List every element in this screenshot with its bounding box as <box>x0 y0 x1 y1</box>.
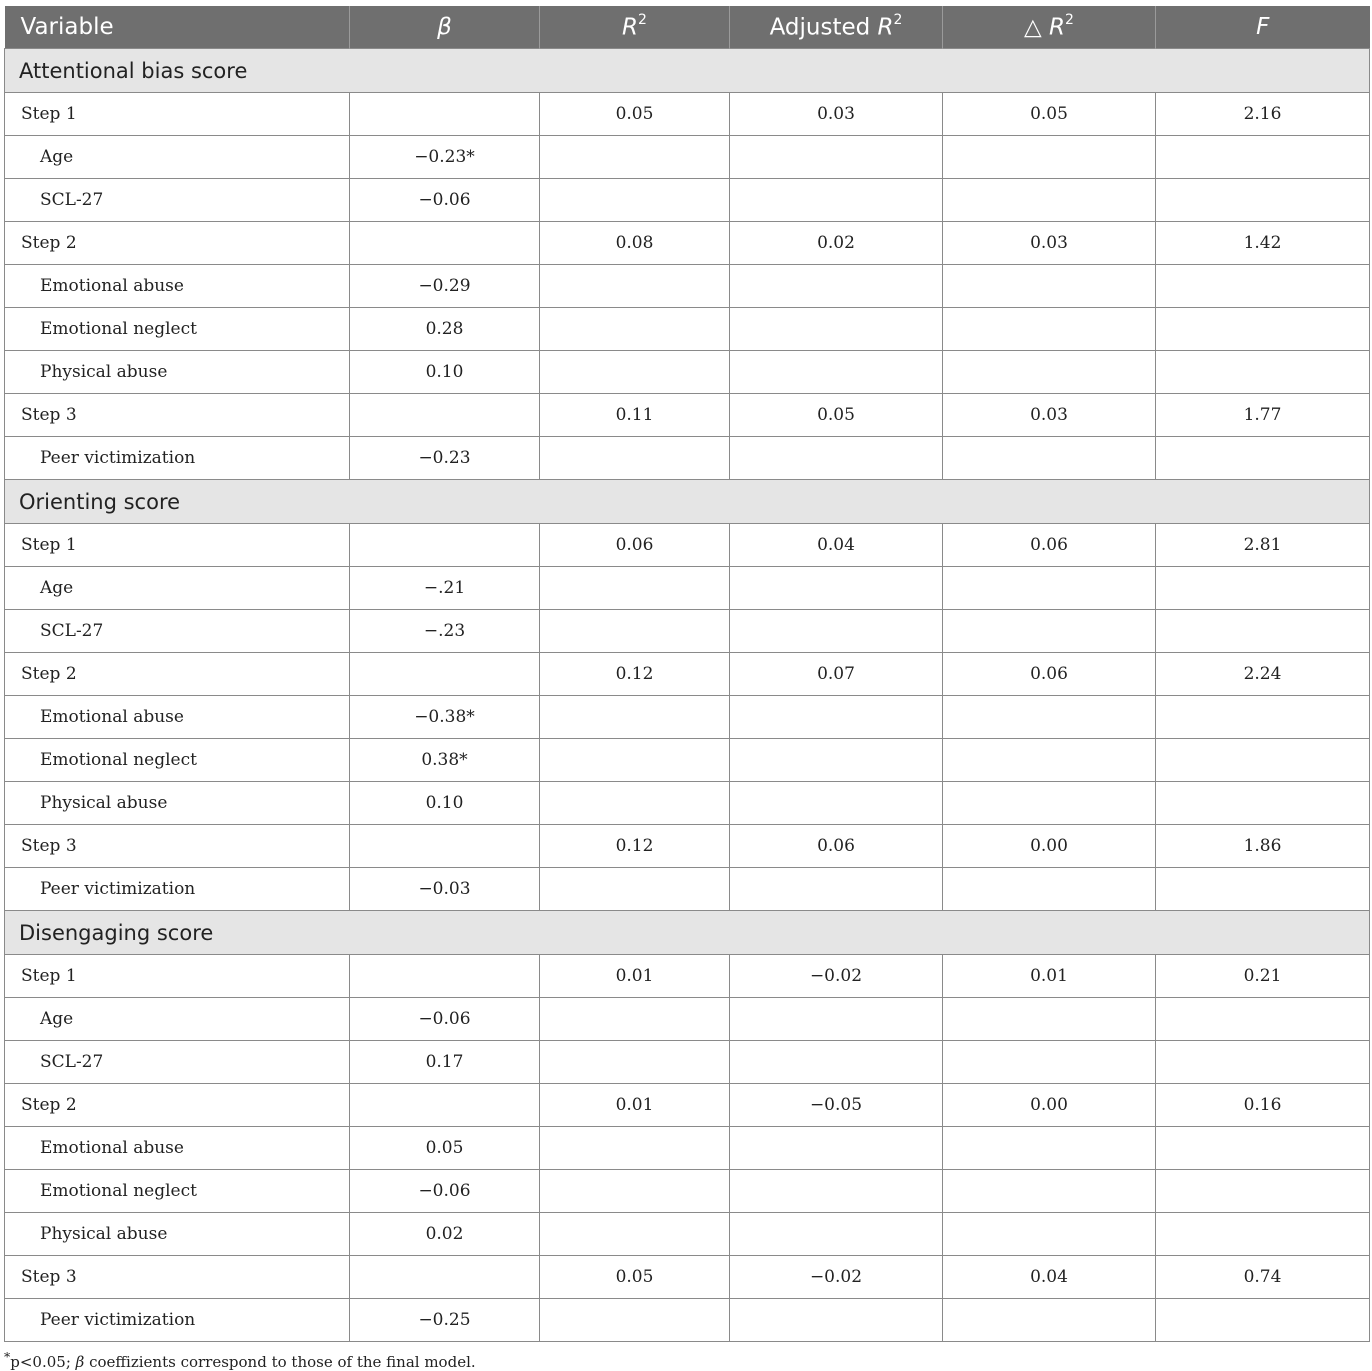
delta-cell: 0.06 <box>943 524 1156 567</box>
r2-cell <box>540 1213 730 1256</box>
adj-cell: 0.06 <box>730 825 943 868</box>
f-cell <box>1156 351 1370 394</box>
beta-cell <box>350 524 540 567</box>
adj-cell <box>730 567 943 610</box>
r2-cell: 0.06 <box>540 524 730 567</box>
r2-cell <box>540 610 730 653</box>
variable-cell: SCL-27 <box>5 1041 350 1084</box>
adj-cell: −0.05 <box>730 1084 943 1127</box>
r2-cell: 0.08 <box>540 222 730 265</box>
r2-cell <box>540 998 730 1041</box>
delta-cell <box>943 567 1156 610</box>
table-row <box>5 1213 1370 1256</box>
r2-cell <box>540 265 730 308</box>
f-cell: 2.16 <box>1156 93 1370 136</box>
f-cell: 1.86 <box>1156 825 1370 868</box>
beta-cell: −0.23* <box>350 136 540 179</box>
f-cell <box>1156 265 1370 308</box>
variable-cell: Emotional abuse <box>5 1127 350 1170</box>
beta-cell <box>350 955 540 998</box>
f-cell <box>1156 136 1370 179</box>
delta-icon: △ <box>1024 14 1050 41</box>
beta-cell: −0.06 <box>350 1170 540 1213</box>
f-cell <box>1156 998 1370 1041</box>
f-cell <box>1156 179 1370 222</box>
f-cell: 2.81 <box>1156 524 1370 567</box>
f-cell: 0.16 <box>1156 1084 1370 1127</box>
r2-cell <box>540 1041 730 1084</box>
delta-cell: 0.05 <box>943 93 1156 136</box>
table-row <box>5 782 1370 825</box>
beta-cell <box>350 394 540 437</box>
variable-cell: Step 2 <box>5 1084 350 1127</box>
beta-cell <box>350 1084 540 1127</box>
variable-cell: Physical abuse <box>5 782 350 825</box>
table-row <box>5 524 1370 567</box>
table-row <box>5 394 1370 437</box>
table-row <box>5 136 1370 179</box>
table-row <box>5 955 1370 998</box>
variable-cell: Peer victimization <box>5 868 350 911</box>
beta-symbol: β <box>437 14 452 40</box>
delta-cell <box>943 308 1156 351</box>
section-title: Orienting score <box>5 480 1370 524</box>
r2-cell <box>540 696 730 739</box>
beta-cell: −.23 <box>350 610 540 653</box>
adj-cell <box>730 998 943 1041</box>
delta-cell: 0.04 <box>943 1256 1156 1299</box>
beta-cell: 0.05 <box>350 1127 540 1170</box>
header-beta <box>350 6 540 49</box>
variable-cell: Age <box>5 136 350 179</box>
beta-cell: 0.02 <box>350 1213 540 1256</box>
variable-cell: Step 1 <box>5 955 350 998</box>
f-cell <box>1156 1299 1370 1342</box>
table-row <box>5 567 1370 610</box>
beta-cell: −0.23 <box>350 437 540 480</box>
r2-cell: 0.01 <box>540 1084 730 1127</box>
f-cell <box>1156 782 1370 825</box>
beta-cell: −0.38* <box>350 696 540 739</box>
f-cell <box>1156 610 1370 653</box>
delta-cell <box>943 351 1156 394</box>
r2-cell <box>540 567 730 610</box>
variable-cell: Step 1 <box>5 524 350 567</box>
r2-cell <box>540 437 730 480</box>
table-row <box>5 998 1370 1041</box>
regression-table <box>4 6 1370 1342</box>
beta-cell <box>350 93 540 136</box>
delta-cell <box>943 179 1156 222</box>
f-cell <box>1156 739 1370 782</box>
delta-cell: 0.03 <box>943 222 1156 265</box>
table-row <box>5 868 1370 911</box>
delta-cell <box>943 1170 1156 1213</box>
r2-cell <box>540 1299 730 1342</box>
beta-cell: 0.38* <box>350 739 540 782</box>
r2-cell <box>540 308 730 351</box>
section-row <box>5 480 1370 524</box>
table-row <box>5 1084 1370 1127</box>
beta-cell: 0.28 <box>350 308 540 351</box>
f-cell <box>1156 1041 1370 1084</box>
adj-cell: 0.04 <box>730 524 943 567</box>
r2-cell <box>540 1127 730 1170</box>
f-cell <box>1156 567 1370 610</box>
adj-cell <box>730 868 943 911</box>
variable-cell: Physical abuse <box>5 1213 350 1256</box>
delta-cell: 0.00 <box>943 825 1156 868</box>
variable-cell: Emotional neglect <box>5 1170 350 1213</box>
r2-cell: 0.12 <box>540 825 730 868</box>
beta-cell: 0.10 <box>350 782 540 825</box>
section-title: Attentional bias score <box>5 49 1370 93</box>
variable-cell: Emotional abuse <box>5 696 350 739</box>
delta-cell <box>943 610 1156 653</box>
adj-cell <box>730 1041 943 1084</box>
f-cell: 2.24 <box>1156 653 1370 696</box>
variable-cell: Peer victimization <box>5 1299 350 1342</box>
variable-cell: SCL-27 <box>5 610 350 653</box>
section-row <box>5 49 1370 93</box>
adj-cell <box>730 610 943 653</box>
r2-cell: 0.05 <box>540 1256 730 1299</box>
f-cell <box>1156 696 1370 739</box>
section-title: Disengaging score <box>5 911 1370 955</box>
footnote-beta: β <box>75 1353 85 1371</box>
beta-cell <box>350 825 540 868</box>
adj-cell <box>730 739 943 782</box>
adj-cell <box>730 1213 943 1256</box>
variable-cell: Step 3 <box>5 1256 350 1299</box>
beta-cell: 0.10 <box>350 351 540 394</box>
variable-cell: Emotional neglect <box>5 739 350 782</box>
adj-cell: 0.07 <box>730 653 943 696</box>
delta-cell <box>943 739 1156 782</box>
delta-cell <box>943 868 1156 911</box>
f-cell: 0.21 <box>1156 955 1370 998</box>
header-r-squared: $R^2$ <box>540 6 730 49</box>
f-cell <box>1156 1127 1370 1170</box>
table-row <box>5 222 1370 265</box>
header-f: F <box>1156 6 1370 49</box>
adj-cell <box>730 1170 943 1213</box>
beta-cell: 0.17 <box>350 1041 540 1084</box>
beta-cell <box>350 222 540 265</box>
table-row <box>5 437 1370 480</box>
delta-cell: 0.06 <box>943 653 1156 696</box>
r2-cell <box>540 136 730 179</box>
table-row <box>5 1299 1370 1342</box>
r2-cell <box>540 179 730 222</box>
variable-cell: Age <box>5 998 350 1041</box>
beta-cell <box>350 653 540 696</box>
delta-cell <box>943 782 1156 825</box>
delta-cell: 0.03 <box>943 394 1156 437</box>
r2-cell <box>540 782 730 825</box>
r2-cell: 0.12 <box>540 653 730 696</box>
delta-cell <box>943 265 1156 308</box>
table-row <box>5 825 1370 868</box>
beta-cell: −0.29 <box>350 265 540 308</box>
variable-cell: Step 1 <box>5 93 350 136</box>
f-cell <box>1156 868 1370 911</box>
beta-cell: −0.06 <box>350 998 540 1041</box>
f-cell <box>1156 308 1370 351</box>
f-cell: 1.77 <box>1156 394 1370 437</box>
delta-cell: 0.00 <box>943 1084 1156 1127</box>
header-row <box>5 6 1370 49</box>
table-row <box>5 351 1370 394</box>
adj-cell: −0.02 <box>730 955 943 998</box>
header-variable: Variable <box>5 6 350 49</box>
adj-cell <box>730 179 943 222</box>
delta-cell <box>943 1041 1156 1084</box>
variable-cell: Peer victimization <box>5 437 350 480</box>
adj-cell <box>730 1127 943 1170</box>
r2-cell <box>540 1170 730 1213</box>
delta-cell <box>943 998 1156 1041</box>
beta-cell: −0.06 <box>350 179 540 222</box>
f-cell <box>1156 1170 1370 1213</box>
table-row <box>5 93 1370 136</box>
beta-cell: −.21 <box>350 567 540 610</box>
beta-cell: −0.03 <box>350 868 540 911</box>
r2-cell <box>540 351 730 394</box>
variable-cell: Emotional abuse <box>5 265 350 308</box>
r2-cell: 0.01 <box>540 955 730 998</box>
table-row <box>5 1127 1370 1170</box>
f-cell <box>1156 1213 1370 1256</box>
adj-cell: 0.05 <box>730 394 943 437</box>
f-cell: 1.42 <box>1156 222 1370 265</box>
adj-cell: −0.02 <box>730 1256 943 1299</box>
table-row <box>5 653 1370 696</box>
variable-cell: SCL-27 <box>5 179 350 222</box>
table-row <box>5 179 1370 222</box>
variable-cell: Step 3 <box>5 394 350 437</box>
r2-cell: 0.11 <box>540 394 730 437</box>
variable-cell: Physical abuse <box>5 351 350 394</box>
adj-cell: 0.03 <box>730 93 943 136</box>
delta-cell <box>943 1127 1156 1170</box>
variable-cell: Step 2 <box>5 653 350 696</box>
adj-cell <box>730 437 943 480</box>
table-row <box>5 1041 1370 1084</box>
variable-cell: Emotional neglect <box>5 308 350 351</box>
r2-cell: 0.05 <box>540 93 730 136</box>
table-row <box>5 696 1370 739</box>
table-row <box>5 308 1370 351</box>
table-row <box>5 739 1370 782</box>
f-cell <box>1156 437 1370 480</box>
adj-cell <box>730 1299 943 1342</box>
header-delta-r-squared: △ $R^2$ <box>943 6 1156 49</box>
table-row <box>5 610 1370 653</box>
delta-cell <box>943 696 1156 739</box>
header-adjusted-r-squared: Adjusted $R^2$ <box>730 6 943 49</box>
r2-cell <box>540 739 730 782</box>
variable-cell: Age <box>5 567 350 610</box>
f-cell: 0.74 <box>1156 1256 1370 1299</box>
delta-cell <box>943 1299 1156 1342</box>
delta-cell <box>943 1213 1156 1256</box>
table-row <box>5 1170 1370 1213</box>
adj-cell <box>730 351 943 394</box>
beta-cell <box>350 1256 540 1299</box>
adj-cell <box>730 308 943 351</box>
table-row <box>5 1256 1370 1299</box>
section-row <box>5 911 1370 955</box>
delta-cell <box>943 437 1156 480</box>
delta-cell: 0.01 <box>943 955 1156 998</box>
adj-cell <box>730 696 943 739</box>
adj-cell <box>730 782 943 825</box>
table-row <box>5 265 1370 308</box>
adj-cell: 0.02 <box>730 222 943 265</box>
beta-cell: −0.25 <box>350 1299 540 1342</box>
adj-cell <box>730 265 943 308</box>
table-body <box>5 49 1370 1342</box>
variable-cell: Step 3 <box>5 825 350 868</box>
footnote: *p<0.05; β coeffizients correspond to those of the final model. <box>4 1349 476 1371</box>
variable-cell: Step 2 <box>5 222 350 265</box>
adj-cell <box>730 136 943 179</box>
r2-cell <box>540 868 730 911</box>
delta-cell <box>943 136 1156 179</box>
